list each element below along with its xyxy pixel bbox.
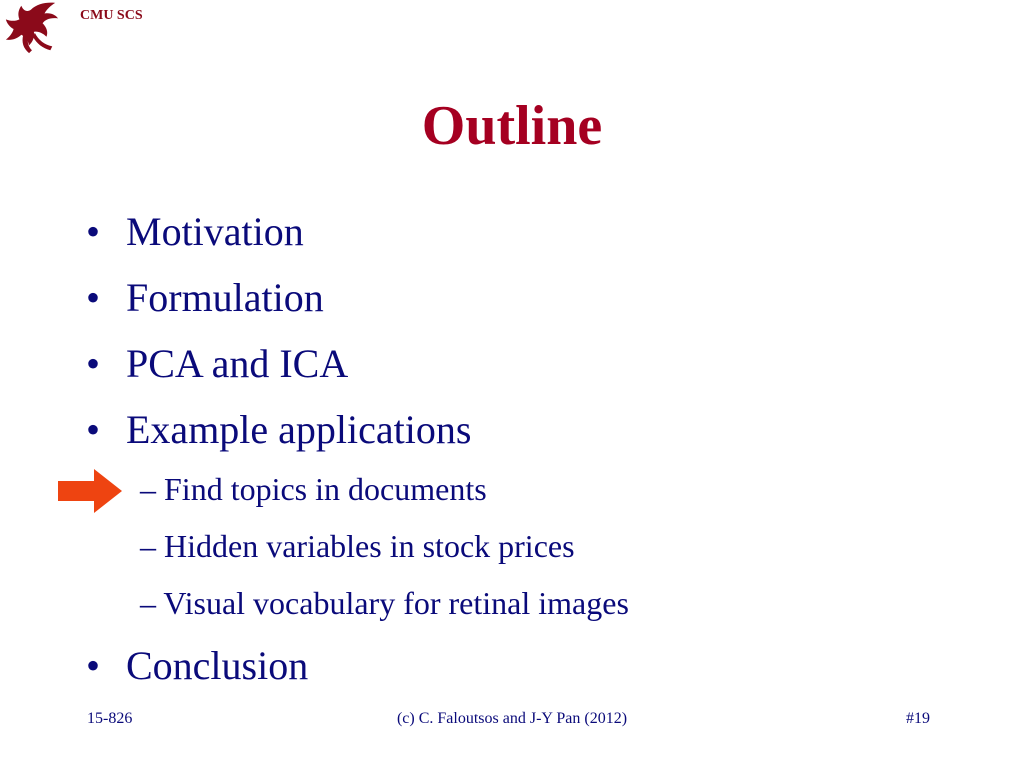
bullet-glyph: •: [86, 341, 101, 386]
slide-title: Outline: [421, 95, 603, 157]
bullet-item: [86, 341, 349, 386]
bullet-text: Formulation: [126, 275, 324, 320]
subbullet-item: – Visual vocabulary for retinal images: [140, 585, 629, 621]
footer-page-number: #19: [906, 710, 930, 727]
footer-credit: (c) C. Faloutsos and J-Y Pan (2012): [396, 710, 628, 727]
subbullet-item: – Find topics in documents: [140, 471, 487, 507]
subbullet-item: – Hidden variables in stock prices: [140, 528, 575, 564]
bullet-item: [86, 407, 472, 452]
bullet-glyph: •: [86, 275, 101, 320]
org-label: CMU SCS: [80, 8, 143, 23]
bullet-item: [86, 643, 309, 688]
right-arrow-icon: [58, 469, 122, 513]
bullet-glyph: •: [86, 643, 101, 688]
bullet-text: Motivation: [126, 209, 304, 254]
bullet-glyph: •: [86, 407, 101, 452]
bullet-text: Example applications: [126, 407, 472, 452]
bullet-text: Conclusion: [126, 643, 309, 688]
footer-course: 15-826: [87, 710, 133, 727]
bullet-glyph: •: [86, 209, 101, 254]
bullet-item: [86, 209, 304, 254]
bullet-item: [86, 275, 324, 320]
bullet-text: PCA and ICA: [126, 341, 349, 386]
